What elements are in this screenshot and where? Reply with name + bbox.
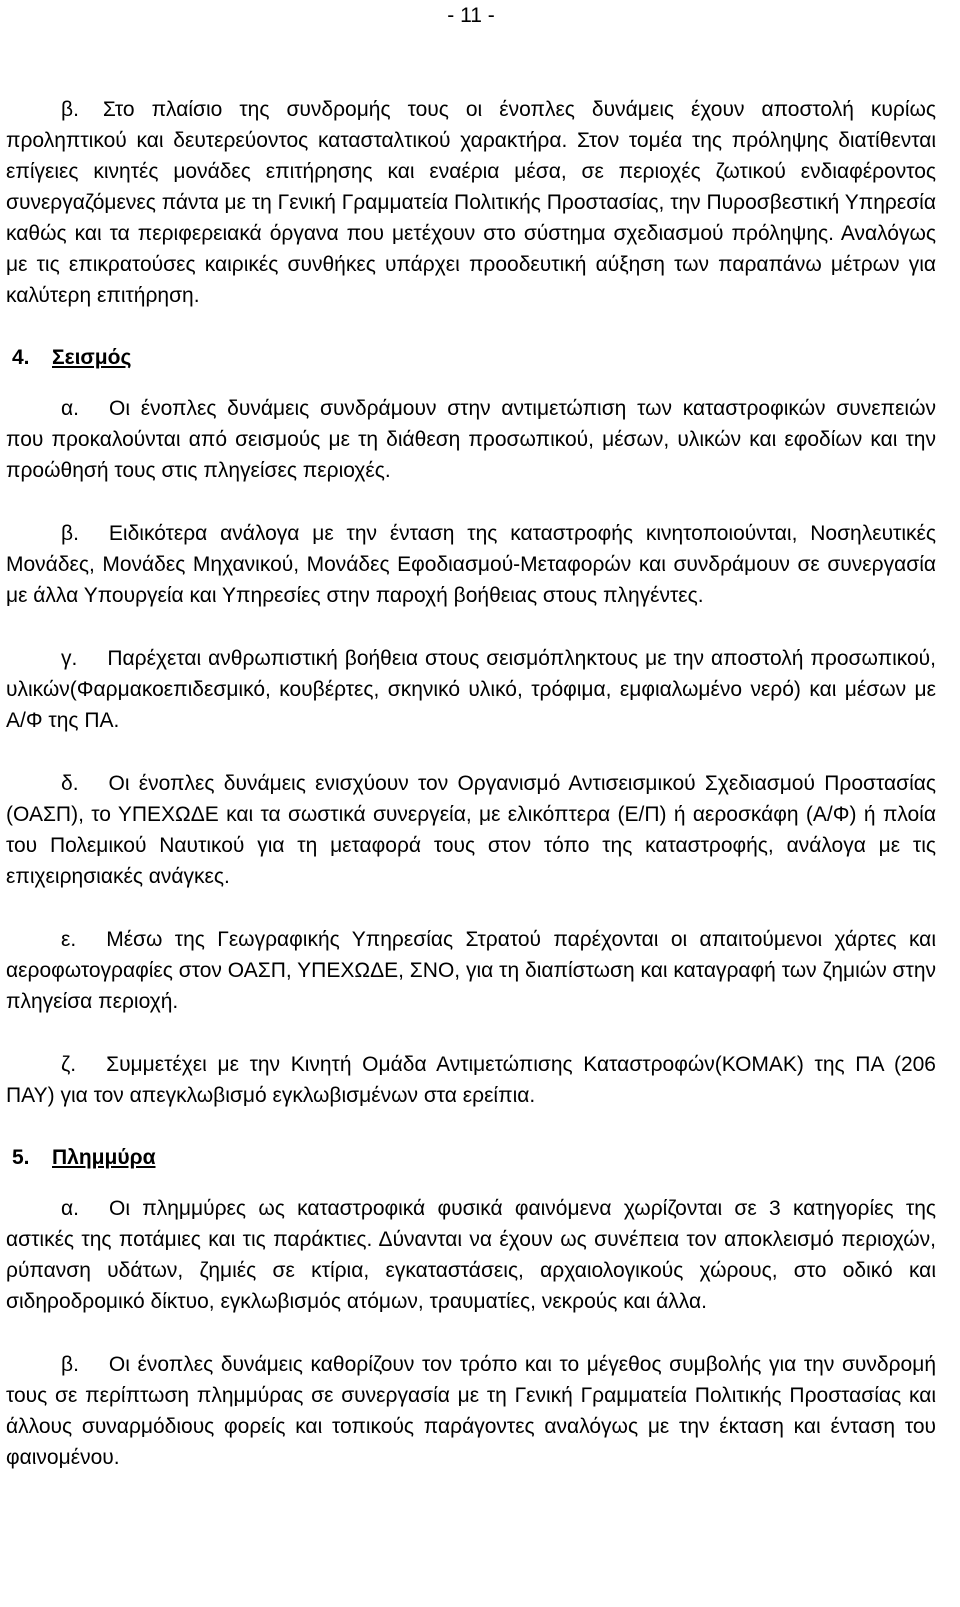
paragraph-text: Οι ένοπλες δυνάμεις ενισχύουν τον Οργανισμό Αντισεισμικού Σχεδιασμού Προστασίας (ΟΑΣΠ), το ΥΠΕΧΩΔΕ και τα σωστικά συνεργεία, με ελικόπτερα (Ε/Π) ή αεροσκάφη (Α/Φ) ή πλοία του Πολεμικού Ναυτικού για τη μεταφορά τους στον τόπο της καταστροφής, ανάλογα με τις επιχειρησιακές ανάγκες. <box>6 772 936 888</box>
paragraph-text: Οι ένοπλες δυνάμεις καθορίζουν τον τρόπο και το μέγεθος συμβολής για την συνδρομή τους σε περίπτωση πλημμύρας σε συνεργασία με τη Γενική Γραμματεία Πολιτικής Προστασίας και άλλους συναρμόδιους φορείς και τοπικούς παράγοντες αναλόγως με την έκταση και ένταση του φαινομένου. <box>6 1353 936 1469</box>
paragraph-marker: γ. <box>61 647 78 670</box>
paragraph-text: Στο πλαίσιο της συνδρομής τους οι ένοπλες δυνάμεις έχουν αποστολή κυρίως προληπτικού και δευτερεύοντος κατασταλτικού χαρακτήρα. Στον τομέα της πρόληψης διατίθενται επίγειες κινητές μονάδες επιτήρησης και εναέρια μέσα, σε περιοχές ζωτικού ενδιαφέροντος συνεργαζόμενες πάντα με τη Γενική Γραμματεία Πολιτικής Προστασίας, την Πυροσβεστική Υπηρεσία καθώς και τα περιφερειακά όργανα που μετέχουν στο σύστημα σχεδιασμού πρόληψης. Αναλόγως με τις επικρατούσες καιρικές συνθήκες υπάρχει προοδευτική αύξηση των παραπάνω μέτρων για καλύτερη επιτήρηση. <box>6 98 936 307</box>
paragraph-text: Ειδικότερα ανάλογα με την ένταση της καταστροφής κινητοποιούνται, Νοσηλευτικές Μονάδες, Μονάδες Μηχανικού, Μονάδες Εφοδιασμού-Μεταφορών και συνδράμουν σε συνεργασία με άλλα Υπουργεία και Υπηρεσίες στην παροχή βοήθειας στους πληγέντες. <box>6 522 936 607</box>
paragraph-text: Μέσω της Γεωγραφικής Υπηρεσίας Στρατού παρέχονται οι απαιτούμενοι χάρτες και αεροφωτογραφίες στον ΟΑΣΠ, ΥΠΕΧΩΔΕ, ΣΝΟ, για τη διαπίστωση και καταγραφή των ζημιών στην πληγείσα περιοχή. <box>6 928 936 1013</box>
paragraph-text: Οι ένοπλες δυνάμεις συνδράμουν στην αντιμετώπιση των καταστροφικών συνεπειών που προκαλούνται από σεισμούς με τη διάθεση προσωπικού, μέσων, υλικών και εφοδίων και την προώθησή τους στις πληγείσες περιοχές. <box>6 397 936 482</box>
section-title: Πλημμύρα <box>52 1146 156 1169</box>
spacer <box>6 31 936 94</box>
paragraph-marker: α. <box>61 1197 79 1220</box>
section-number: 5. <box>12 1146 30 1169</box>
paragraph-3b <box>6 94 936 311</box>
paragraph-4c <box>6 643 936 736</box>
paragraph-4e <box>6 924 936 1017</box>
section-heading-5 <box>6 1142 936 1173</box>
page-number: - 11 - <box>447 4 495 27</box>
paragraph-marker: β. <box>61 522 79 545</box>
paragraph-4b <box>6 518 936 611</box>
paragraph-marker: α. <box>61 397 79 420</box>
section-title: Σεισμός <box>52 346 132 369</box>
paragraph-4a <box>6 393 936 486</box>
paragraph-marker: δ. <box>61 772 79 795</box>
paragraph-5b <box>6 1349 936 1473</box>
paragraph-marker: β. <box>61 1353 79 1376</box>
paragraph-text: Συμμετέχει με την Κινητή Ομάδα Αντιμετώπισης Καταστροφών(ΚΟΜΑΚ) της ΠΑ (206 ΠΑΥ) για τον απεγκλωβισμό εγκλωβισμένων στα ερείπια. <box>6 1053 936 1107</box>
paragraph-marker: ζ. <box>61 1053 77 1076</box>
paragraph-text: Παρέχεται ανθρωπιστική βοήθεια στους σεισμόπληκτους με την αποστολή προσωπικού, υλικών(Φαρμακοεπιδεσμικό, κουβέρτες, σκηνικό υλικό, τρόφιμα, εμφιαλωμένο νερό) και μέσων με Α/Φ της ΠΑ. <box>6 647 936 732</box>
section-number: 4. <box>12 346 30 369</box>
paragraph-4d <box>6 768 936 892</box>
section-heading-4 <box>6 342 936 373</box>
paragraph-4f <box>6 1049 936 1111</box>
paragraph-text: Οι πλημμύρες ως καταστροφικά φυσικά φαινόμενα χωρίζονται σε 3 κατηγορίες της αστικές της ποτάμιες και τις παράκτιες. Δύνανται να έχουν ως συνέπεια τον αποκλεισμό περιοχών, ρύπανση υδάτων, ζημιές σε κτίρια, εγκαταστάσεις, αρχαιολογικούς χώρους, στο οδικό και σιδηροδρομικό δίκτυο, εγκλωβισμός ατόμων, τραυματίες, νεκρούς και άλλα. <box>6 1197 936 1313</box>
paragraph-5a <box>6 1193 936 1317</box>
paragraph-marker: β. <box>61 98 79 121</box>
paragraph-marker: ε. <box>61 928 77 951</box>
